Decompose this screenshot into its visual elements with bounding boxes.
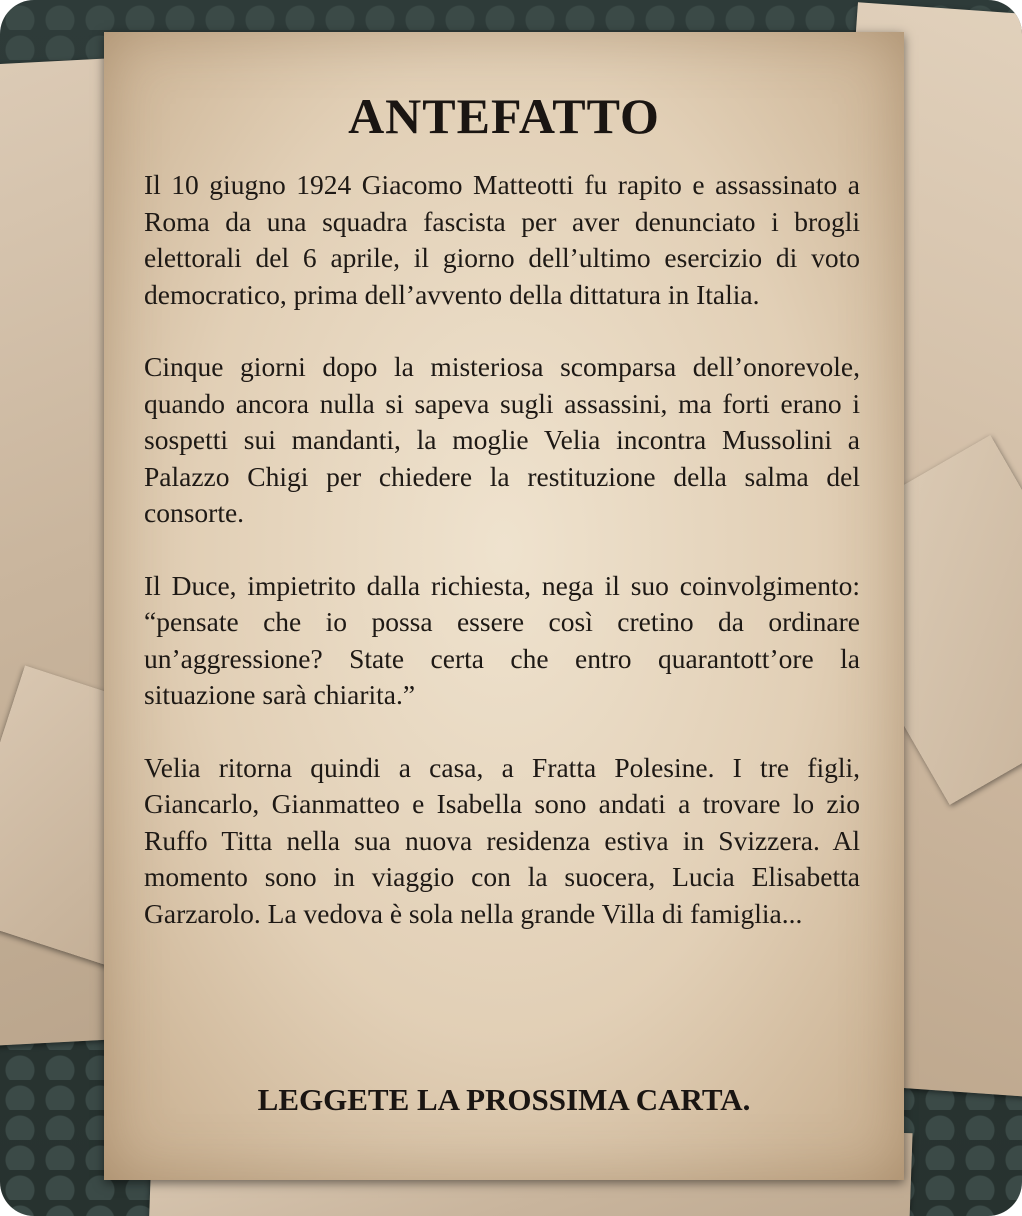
- card-body: [144, 167, 860, 968]
- card-title: ANTEFATTO: [348, 88, 660, 144]
- paragraph-1: Il 10 giugno 1924 Giacomo Matteotti fu rapito e assassinato a Roma da una squadra fascista per aver denunciato i brogli elettorali del 6 aprile, il giorno dell’ultimo esercizio di voto democratico, prima dell’avvento della dittatura in Italia.: [144, 169, 860, 310]
- paragraph-4: Velia ritorna quindi a casa, a Fratta Polesine. I tre figli, Giancarlo, Gianmatteo e Isabella sono andati a trovare lo zio Ruffo Titta nella sua nuova residenza estiva in Svizzera. Al momento sono in viaggio con la suocera, Lucia Elisabetta Garzarolo. La vedova è sola nella grande Villa di famiglia...: [144, 751, 860, 929]
- aged-paper-sheet: [104, 32, 904, 1180]
- paragraph-3: Il Duce, impietrito dalla richiesta, nega il suo coinvolgimento: “pensate che io possa essere così cretino da ordinare un’aggressione? State certa che entro quarantott’ore la situazione sarà chiarita.”: [144, 569, 860, 710]
- card-footer: LEGGETE LA PROSSIMA CARTA.: [257, 1082, 751, 1117]
- paragraph-2: Cinque giorni dopo la misteriosa scomparsa dell’onorevole, quando ancora nulla si sapeva sugli assassini, ma forti erano i sospetti sui mandanti, la moglie Velia incontra Mussolini a Palazzo Chigi per chiedere la restituzione della salma del consorte.: [144, 351, 860, 528]
